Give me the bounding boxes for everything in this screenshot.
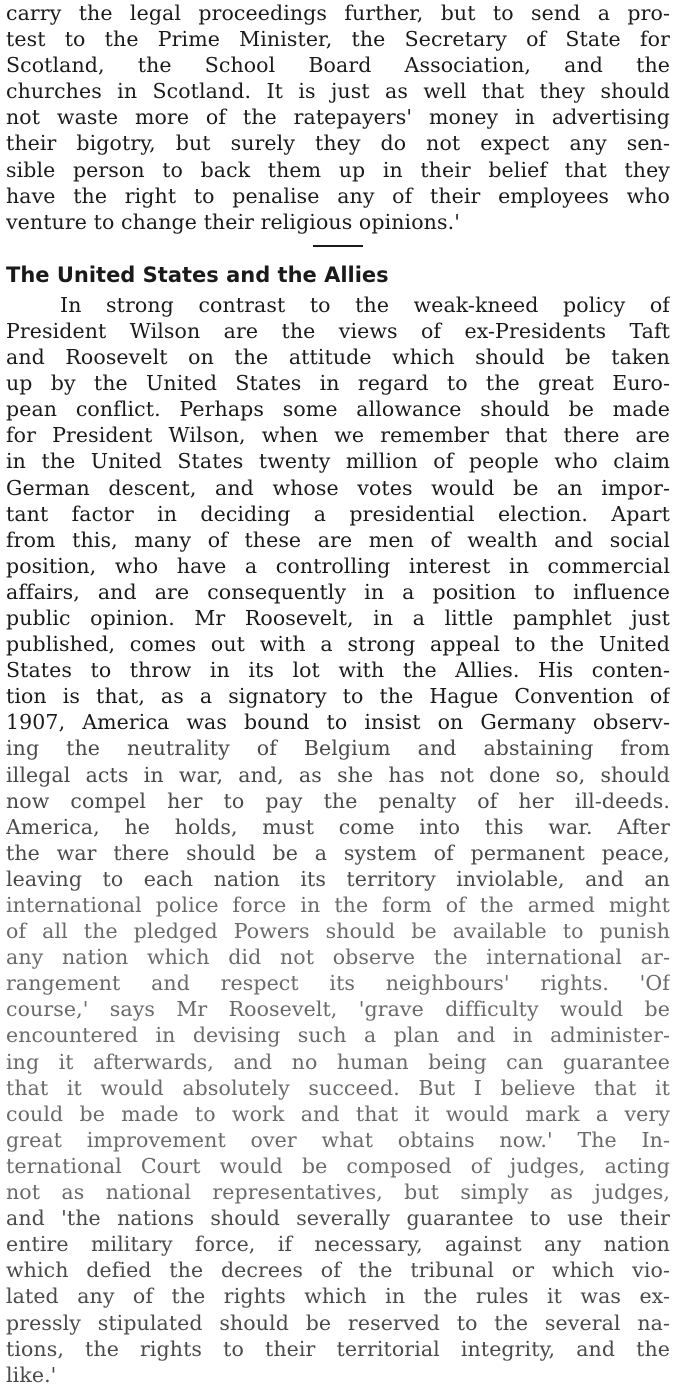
document-page bbox=[6, 0, 670, 1388]
text-line: that it would absolutely succeed. But I believe that it bbox=[6, 1075, 670, 1100]
text-line: test to the Prime Minister, the Secretary of State for bbox=[6, 27, 670, 52]
text-line: pressly stipulated should be reserved to the several na- bbox=[6, 1310, 670, 1335]
text-line: 1907, America was bound to insist on Germany observ- bbox=[6, 710, 670, 735]
text-line: pean conflict. Perhaps some allowance should be made bbox=[6, 397, 670, 422]
text-line: could be made to work and that it would mark a very bbox=[6, 1101, 670, 1126]
text-line: the war there should be a system of permanent peace, bbox=[6, 840, 670, 865]
section-heading: The United States and the Allies bbox=[6, 262, 389, 287]
text-line: great improvement over what obtains now.' The In- bbox=[6, 1127, 670, 1152]
text-line: not waste more of the ratepayers' money in advertising bbox=[6, 105, 670, 130]
section-body bbox=[6, 292, 670, 1388]
text-line: position, who have a controlling interest in commercial bbox=[6, 553, 670, 578]
text-line: their bigotry, but surely they do not expect any sen- bbox=[6, 131, 670, 156]
article-continuation bbox=[6, 0, 670, 235]
text-line: States to throw in its lot with the Allies. His conten- bbox=[6, 658, 670, 683]
text-line: course,' says Mr Roosevelt, 'grave difficulty would be bbox=[6, 997, 670, 1022]
text-line: churches in Scotland. It is just as well that they should bbox=[6, 79, 670, 104]
text-line: tion is that, as a signatory to the Hague Convention of bbox=[6, 684, 670, 709]
text-line: leaving to each nation its territory inviolable, and an bbox=[6, 866, 670, 891]
text-line: President Wilson are the views of ex-Presidents Taft bbox=[6, 318, 670, 343]
text-line: America, he holds, must come into this war. After bbox=[6, 814, 670, 839]
text-line: of all the pledged Powers should be available to punish bbox=[6, 919, 670, 944]
text-line: like.' bbox=[6, 1362, 57, 1387]
text-line: any nation which did not observe the international ar- bbox=[6, 945, 670, 970]
text-line: public opinion. Mr Roosevelt, in a little pamphlet just bbox=[6, 605, 670, 630]
text-line: now compel her to pay the penalty of her ill-deeds. bbox=[6, 788, 670, 813]
text-line: international police force in the form of the armed might bbox=[6, 893, 670, 917]
text-line: Scotland, the School Board Association, and the bbox=[6, 53, 670, 78]
text-line: and 'the nations should severally guarantee to use their bbox=[6, 1206, 670, 1231]
text-line: carry the legal proceedings further, but to send a pro- bbox=[6, 1, 670, 25]
text-line: ternational Court would be composed of judges, acting bbox=[6, 1153, 670, 1178]
text-line: In strong contrast to the weak-kneed policy of bbox=[60, 292, 670, 317]
text-line: for President Wilson, when we remember that there are bbox=[6, 423, 670, 448]
text-line: up by the United States in regard to the great Euro- bbox=[6, 371, 670, 396]
text-line: in the United States twenty million of people who claim bbox=[6, 449, 670, 474]
text-line: tions, the rights to their territorial integrity, and the bbox=[6, 1336, 670, 1361]
text-line: which defied the decrees of the tribunal or which vio- bbox=[6, 1258, 670, 1283]
text-line: lated any of the rights which in the rules it was ex- bbox=[6, 1284, 670, 1309]
text-line: illegal acts in war, and, as she has not done so, should bbox=[6, 762, 670, 787]
text-line: encountered in devising such a plan and in administer- bbox=[6, 1023, 670, 1048]
text-line: from this, many of these are men of wealth and social bbox=[6, 527, 670, 552]
text-line: ing it afterwards, and no human being can guarantee bbox=[6, 1049, 670, 1074]
text-line: not as national representatives, but simply as judges, bbox=[6, 1180, 670, 1205]
text-line: entire military force, if necessary, against any nation bbox=[6, 1232, 670, 1257]
text-line: published, comes out with a strong appeal to the United bbox=[6, 632, 670, 657]
text-line: sible person to back them up in their belief that they bbox=[6, 157, 670, 182]
text-line: affairs, and are consequently in a position to influence bbox=[6, 579, 670, 604]
text-line: and Roosevelt on the attitude which should be taken bbox=[6, 345, 670, 370]
section-divider bbox=[313, 245, 363, 247]
text-line: venture to change their religious opinions.' bbox=[6, 209, 460, 234]
text-line: rangement and respect its neighbours' rights. 'Of bbox=[6, 971, 670, 996]
text-line: have the right to penalise any of their employees who bbox=[6, 183, 670, 208]
text-line: German descent, and whose votes would be an impor- bbox=[6, 475, 670, 500]
text-line: tant factor in deciding a presidential election. Apart bbox=[6, 501, 670, 526]
text-line: ing the neutrality of Belgium and abstaining from bbox=[6, 736, 670, 761]
